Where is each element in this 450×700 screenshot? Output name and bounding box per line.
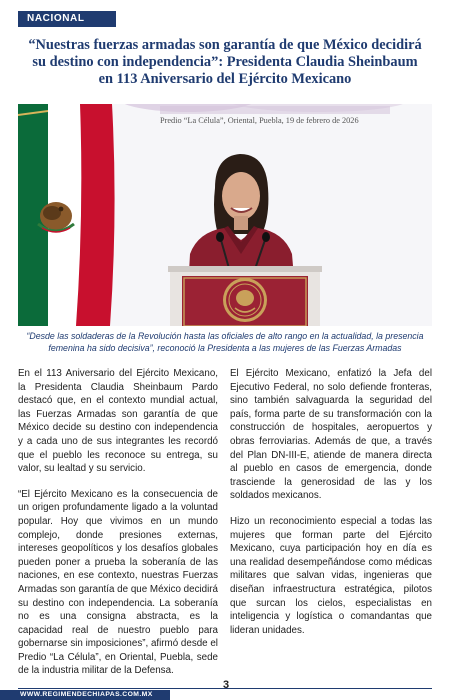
site-link[interactable]: WWW.REGIMENDECHIAPAS.COM.MX (20, 691, 153, 698)
section-tag: NACIONAL (18, 11, 116, 27)
body-column-left (18, 367, 218, 690)
photo-caption: “Desde las soldaderas de la Revolución hasta las oficiales de alto rango en la actualidad, la presencia femenina ha sido decisiva”, reconoció la Presidenta a las mujeres de las Fuerzas Armadas (26, 331, 424, 353)
photo-backdrop-text: Predio “La Célula”, Oriental, Puebla, 19 de febrero de 2026 (160, 116, 359, 125)
body-column-right (230, 367, 432, 649)
headline: “Nuestras fuerzas armadas son garantía de que México decidirá su destino con independencia”: Presidenta Claudia Sheinbaum en 113 Aniversario del Ejército Mexicano (28, 37, 422, 87)
body-paragraph: Hizo un reconocimiento especial a todas las mujeres que forman parte del Ejército Mexicano, cuya participación hoy en día es una realidad desempeñándose como médicas militares que salvan vidas, ingenieras que diseñan infraestructura estratégica, pilotos que surcan los cielos, especialistas en inteligencia y logística o comandantas que lideran unidades. (230, 515, 432, 636)
body-paragraph: “El Ejército Mexicano es la consecuencia de un origen profundamente ligado a la voluntad popular. Hoy que vivimos en un mundo complejo, donde presiones externas, intereses geopolíticos y los desafíos globales pueden poner a prueba la soberanía de las naciones, en ese contexto, nuestras Fuerzas Armadas son garantía de que México decidirá su destino con independencia. La soberanía no es una consigna abstracta, es la capacidad real de nuestro pueblo para gobernarse sin imposiciones”, afirmó desde el Predio “La Célula”, en Oriental, Puebla, sede de la industria militar de la Defensa. (18, 488, 218, 677)
article-photo (18, 104, 432, 326)
page-number: 3 (222, 679, 230, 691)
body-paragraph: El Ejército Mexicano, enfatizó la Jefa del Ejecutivo Federal, no solo defiende fronteras, sino también salvaguarda la seguridad del país, forma parte de su transformación con la construcción de hospitales, aeropuertos y obras ferroviarias. Además de que, a través del Plan DN-III-E, atiende de manera directa al pueblo en casos de emergencia, donde trasciende la generosidad de las y los soldados mexicanos. (230, 368, 432, 502)
body-paragraph: En el 113 Aniversario del Ejército Mexicano, la Presidenta Claudia Sheinbaum Pardo destacó que, en el contexto mundial actual, las Fuerzas Armadas son garantía de que México decide su destino con independencia y a cada uno de sus integrantes les recordó que el pueblo les reconoce su entrega, su valor, su lealtad y su servicio. (18, 368, 218, 475)
